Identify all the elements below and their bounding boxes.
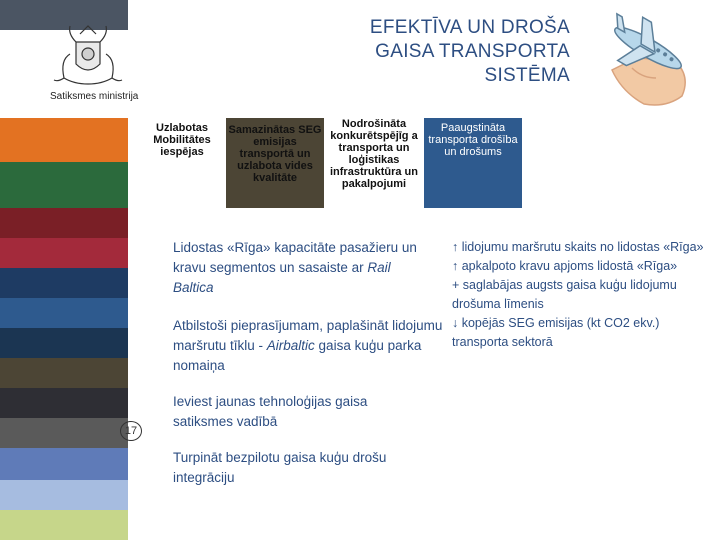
action-text: Turpināt bezpilotu gaisa kuģu drošu integrāciju bbox=[173, 450, 387, 485]
results-list bbox=[452, 238, 712, 352]
action-emphasis: Rail Baltica bbox=[173, 260, 391, 295]
strip-blue bbox=[0, 298, 128, 328]
strip-darkblue bbox=[0, 328, 128, 358]
strip-lime bbox=[0, 510, 128, 540]
coat-of-arms-icon bbox=[40, 20, 136, 92]
strip-green bbox=[0, 162, 128, 208]
title-line: EFEKTĪVA UN DROŠA bbox=[369, 17, 570, 38]
page-number: 17 bbox=[120, 421, 142, 441]
strip-lightblue bbox=[0, 480, 128, 510]
action-text: Atbilstoši pieprasījumam, paplašināt lidojumu maršrutu tīklu - bbox=[173, 318, 443, 353]
strip-gray bbox=[0, 418, 128, 448]
column-mobility bbox=[138, 118, 226, 208]
result-item: ↓ kopējās SEG emisijas (kt CO2 ekv.) transporta sektorā bbox=[452, 316, 660, 349]
column-emissions bbox=[226, 118, 324, 208]
action-item bbox=[173, 316, 443, 376]
strip-darkred bbox=[0, 208, 128, 238]
title-line: SISTĒMA bbox=[484, 65, 570, 86]
strip-orange bbox=[0, 118, 128, 162]
page-title bbox=[310, 16, 570, 88]
title-line: GAISA TRANSPORTA bbox=[375, 41, 570, 62]
action-text: Ieviest jaunas tehnoloģijas gaisa satiksmes vadībā bbox=[173, 394, 368, 429]
column-label: Paaugstināta transporta drošība un drošums bbox=[428, 122, 518, 158]
action-item bbox=[173, 238, 433, 298]
strip-red bbox=[0, 238, 128, 268]
column-safety bbox=[424, 118, 522, 208]
column-label: Nodrošināta konkurētspējīg a transporta un loģistikas infrastruktūra un pakalpojumi bbox=[329, 118, 418, 190]
column-label: Samazinātas SEG emisijas transportā un uzlabota vides kvalitāte bbox=[228, 124, 322, 184]
strip-periwinkle bbox=[0, 448, 128, 480]
action-tail: gaisa kuģu parka nomaiņa bbox=[173, 338, 422, 373]
column-infrastructure bbox=[324, 118, 424, 208]
action-item bbox=[173, 448, 423, 488]
action-item bbox=[173, 392, 423, 432]
strip-olive bbox=[0, 358, 128, 388]
plane-in-hand-icon bbox=[582, 8, 712, 110]
column-label: Uzlabotas Mobilitātes iespējas bbox=[153, 122, 211, 158]
strip-navy bbox=[0, 268, 128, 298]
result-item: ↑ lidojumu maršrutu skaits no lidostas «Rīga» bbox=[452, 240, 704, 254]
action-emphasis: Airbaltic bbox=[266, 338, 315, 353]
ministry-name: Satiksmes ministrija bbox=[50, 91, 139, 102]
action-text: Lidostas «Rīga» kapacitāte pasažieru un kravu segmentos un sasaiste ar bbox=[173, 240, 417, 275]
strip-charcoal bbox=[0, 388, 128, 418]
result-item: + saglabājas augsts gaisa kuģu lidojumu drošuma līmenis bbox=[452, 278, 677, 311]
result-item: ↑ apkalpoto kravu apjoms lidostā «Rīga» bbox=[452, 259, 678, 273]
